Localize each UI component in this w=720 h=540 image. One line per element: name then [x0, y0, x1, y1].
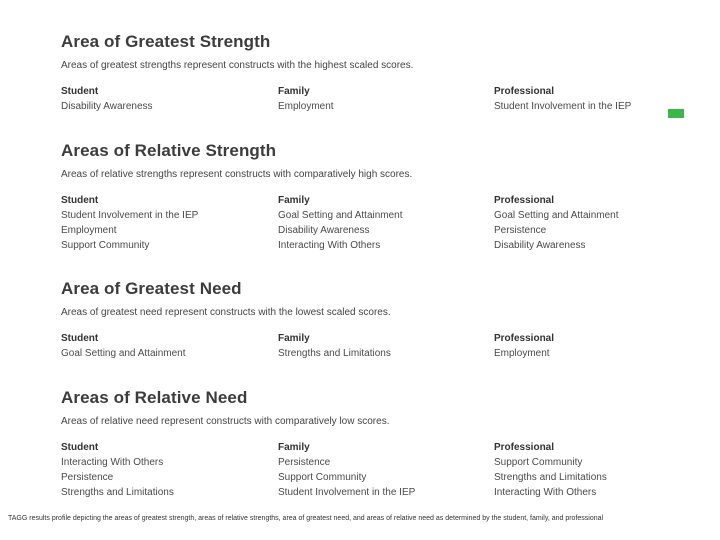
list-item: Interacting With Others — [278, 240, 381, 251]
section-title: Area of Greatest Strength — [61, 32, 271, 51]
student-column — [61, 440, 271, 500]
column-heading: Professional — [494, 195, 555, 206]
list-item: Student Involvement in the IEP — [61, 210, 199, 221]
list-item: Strengths and Limitations — [494, 472, 607, 483]
section-title: Areas of Relative Strength — [61, 141, 277, 160]
section-description: Areas of relative need represent constructs with comparatively low scores. — [61, 416, 390, 427]
section-greatest-strength — [61, 32, 701, 112]
column-heading: Family — [278, 442, 310, 453]
column-heading: Professional — [494, 86, 555, 97]
list-item: Goal Setting and Attainment — [61, 348, 186, 359]
green-marker — [668, 109, 684, 118]
family-column — [278, 193, 488, 253]
column-heading: Student — [61, 195, 99, 206]
list-item: Employment — [61, 225, 117, 236]
list-item: Disability Awareness — [61, 101, 153, 112]
list-item: Interacting With Others — [61, 457, 164, 468]
list-item: Persistence — [61, 472, 114, 483]
list-item: Strengths and Limitations — [61, 487, 174, 498]
list-item: Goal Setting and Attainment — [278, 210, 403, 221]
family-column — [278, 331, 488, 361]
list-item: Disability Awareness — [278, 225, 370, 236]
list-item: Interacting With Others — [494, 487, 597, 498]
section-greatest-need — [61, 279, 701, 359]
list-item: Support Community — [278, 472, 367, 483]
column-heading: Student — [61, 333, 99, 344]
list-item: Disability Awareness — [494, 240, 586, 251]
column-heading: Family — [278, 86, 310, 97]
family-column — [278, 440, 488, 500]
list-item: Persistence — [494, 225, 547, 236]
professional-column — [494, 193, 704, 253]
list-item: Strengths and Limitations — [278, 348, 391, 359]
section-description: Areas of relative strengths represent constructs with comparatively high scores. — [61, 169, 413, 180]
column-heading: Professional — [494, 333, 555, 344]
section-relative-strength — [61, 141, 701, 251]
professional-column — [494, 331, 704, 361]
list-item: Student Involvement in the IEP — [278, 487, 416, 498]
section-title: Areas of Relative Need — [61, 388, 248, 407]
column-heading: Student — [61, 442, 99, 453]
list-item: Persistence — [278, 457, 331, 468]
column-heading: Family — [278, 333, 310, 344]
section-relative-need — [61, 388, 701, 498]
section-title: Area of Greatest Need — [61, 279, 242, 298]
column-heading: Professional — [494, 442, 555, 453]
list-item: Support Community — [61, 240, 150, 251]
family-column — [278, 84, 488, 114]
column-heading: Family — [278, 195, 310, 206]
section-description: Areas of greatest strengths represent constructs with the highest scaled scores. — [61, 60, 414, 71]
list-item: Goal Setting and Attainment — [494, 210, 619, 221]
column-heading: Student — [61, 86, 99, 97]
student-column — [61, 193, 271, 253]
student-column — [61, 331, 271, 361]
figure-caption: TAGG results profile depicting the areas of greatest strength, areas of relative strengths, area of greatest need, and areas of relative need as determined by the student, family, and professional — [8, 515, 604, 522]
list-item: Employment — [494, 348, 550, 359]
list-item: Employment — [278, 101, 334, 112]
list-item: Support Community — [494, 457, 583, 468]
section-description: Areas of greatest need represent constructs with the lowest scaled scores. — [61, 307, 391, 318]
professional-column — [494, 440, 704, 500]
student-column — [61, 84, 271, 114]
list-item: Student Involvement in the IEP — [494, 101, 632, 112]
